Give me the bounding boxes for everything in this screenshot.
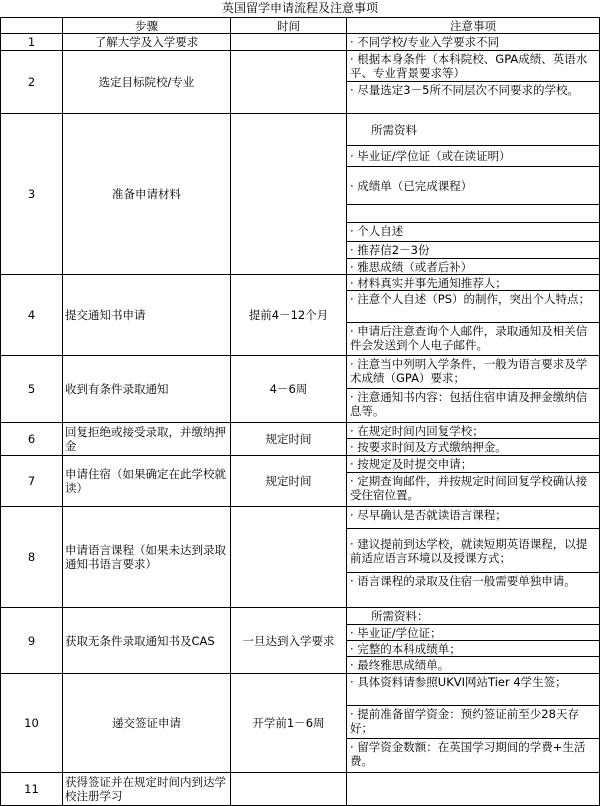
note-line: · 毕业证/学位证（或在读证明） — [347, 146, 599, 167]
time-cell — [231, 507, 347, 608]
header-num — [1, 18, 63, 34]
step-cell: 准备申请材料 — [63, 114, 231, 275]
note-line: · 按规定及时提交申请； — [347, 456, 599, 473]
note-line: · 注意个人自述（PS）的制作，突出个人特点； — [347, 291, 599, 323]
time-cell: 规定时间 — [231, 456, 347, 507]
step-cell: 申请语言课程（如果未达到录取通知书语言要求） — [63, 507, 231, 608]
note-line: · 材料真实并事先通知推荐人； — [347, 275, 599, 291]
table-row — [1, 51, 600, 114]
row-number: 11 — [1, 773, 63, 806]
table-row — [1, 356, 600, 423]
table-row — [1, 456, 600, 507]
note-line: · 语言课程的录取及住宿一般需要单独申请。 — [350, 574, 576, 588]
note-line: · 完整的本科成绩单； — [347, 641, 599, 657]
step-cell: 选定目标院校/专业 — [63, 51, 231, 114]
notes-cell — [347, 114, 600, 275]
sheet-title: 英国留学申请流程及注意事项 — [221, 1, 378, 15]
table-row — [1, 674, 600, 773]
notes-cell — [347, 51, 600, 114]
note-line: · 雅思成绩（或者后补） — [350, 260, 473, 274]
table-row — [1, 507, 600, 608]
row-number: 6 — [1, 423, 63, 456]
step-cell: 提交通知书申请 — [63, 275, 231, 356]
step-cell: 收到有条件录取通知 — [63, 356, 231, 423]
header-step: 步骤 — [63, 18, 231, 34]
note-line: · 根据本身条件（本科院校、GPA成绩、英语水平、专业背景要求等） — [347, 51, 599, 82]
table-row — [1, 773, 600, 806]
step-cell: 申请住宿（如果确定在此学校就读） — [63, 456, 231, 507]
note-line: · 定期查询邮件，并按规定时间回复学校确认接受住宿位置。 — [350, 474, 588, 502]
note-line: · 尽量选定3－5所不同层次不同要求的学校。 — [350, 83, 579, 97]
note-line: · 成绩单（已完成课程） — [347, 167, 599, 205]
step-cell: 回复拒绝或接受录取，并缴纳押金 — [63, 423, 231, 456]
header-time: 时间 — [231, 18, 347, 34]
note-line — [347, 205, 599, 223]
table-row — [1, 423, 600, 456]
row-number: 10 — [1, 674, 63, 773]
time-cell: 一旦达到入学要求 — [231, 608, 347, 674]
notes-cell — [347, 356, 600, 423]
step-cell: 获得签证并在规定时间内到达学校注册学习 — [63, 773, 231, 806]
note-line: · 按要求时间及方式缴纳押金。 — [350, 440, 507, 454]
notes-cell — [347, 608, 600, 674]
header-notes: 注意事项 — [347, 18, 600, 34]
note-line: · 注意通知书内容：包括住宿申请及押金缴纳信息等。 — [350, 390, 588, 418]
notes-cell — [347, 275, 600, 356]
row-number: 8 — [1, 507, 63, 608]
row-number: 4 — [1, 275, 63, 356]
time-cell — [231, 51, 347, 114]
time-cell — [231, 34, 347, 51]
time-cell — [231, 114, 347, 275]
notes-cell — [347, 674, 600, 773]
row-number: 5 — [1, 356, 63, 423]
note-line: · 具体资料请参照UKVI网站Tier 4学生签； — [347, 674, 599, 706]
note-line: · 毕业证/学位证； — [347, 625, 599, 641]
step-cell: 获取无条件录取通知书及CAS — [63, 608, 231, 674]
time-cell — [231, 773, 347, 806]
notes-cell — [347, 34, 600, 51]
note-line: · 个人自述 — [347, 223, 599, 242]
note-line: · 不同学校/专业入学要求不同 — [350, 35, 500, 49]
notes-cell — [347, 773, 600, 806]
time-cell: 4－6周 — [231, 356, 347, 423]
table-row — [1, 114, 600, 275]
note-line: 所需资料 — [347, 114, 599, 146]
row-number: 7 — [1, 456, 63, 507]
note-line: · 推荐信2－3份 — [347, 242, 599, 259]
time-cell: 开学前1－6周 — [231, 674, 347, 773]
time-cell: 规定时间 — [231, 423, 347, 456]
table-row — [1, 275, 600, 356]
notes-cell — [347, 423, 600, 456]
step-cell: 递交签证申请 — [63, 674, 231, 773]
row-number: 9 — [1, 608, 63, 674]
note-line — [347, 788, 599, 790]
time-cell: 提前4－12个月 — [231, 275, 347, 356]
table-row — [1, 34, 600, 51]
note-line: · 申请后注意查询个人邮件，录取通知及相关信件会发送到个人电子邮件。 — [350, 324, 588, 352]
note-line: · 最终雅思成绩单。 — [350, 658, 450, 672]
row-number: 1 — [1, 34, 63, 51]
note-line: · 在规定时间内回复学校； — [347, 423, 599, 439]
note-line: · 注意当中列明入学条件，一般为语言要求及学术成绩（GPA）要求； — [347, 356, 599, 389]
header-row — [1, 18, 600, 34]
table-row — [1, 608, 600, 674]
row-number: 2 — [1, 51, 63, 114]
note-line: · 建议提前到达学校，就读短期英语课程，以提前适应语言环境以及授课方式； — [347, 529, 599, 573]
note-line: · 尽早确认是否就读语言课程； — [347, 507, 599, 529]
note-line: · 提前准备留学资金：预约签证前至少28天存好； — [347, 706, 599, 739]
notes-cell — [347, 507, 600, 608]
row-number: 3 — [1, 114, 63, 275]
note-line: · 留学资金数额：在英国学习期间的学费+生活费。 — [350, 740, 586, 768]
notes-cell — [347, 456, 600, 507]
note-line: 所需资料： — [347, 608, 599, 625]
process-table — [0, 17, 600, 806]
step-cell: 了解大学及入学要求 — [63, 34, 231, 51]
